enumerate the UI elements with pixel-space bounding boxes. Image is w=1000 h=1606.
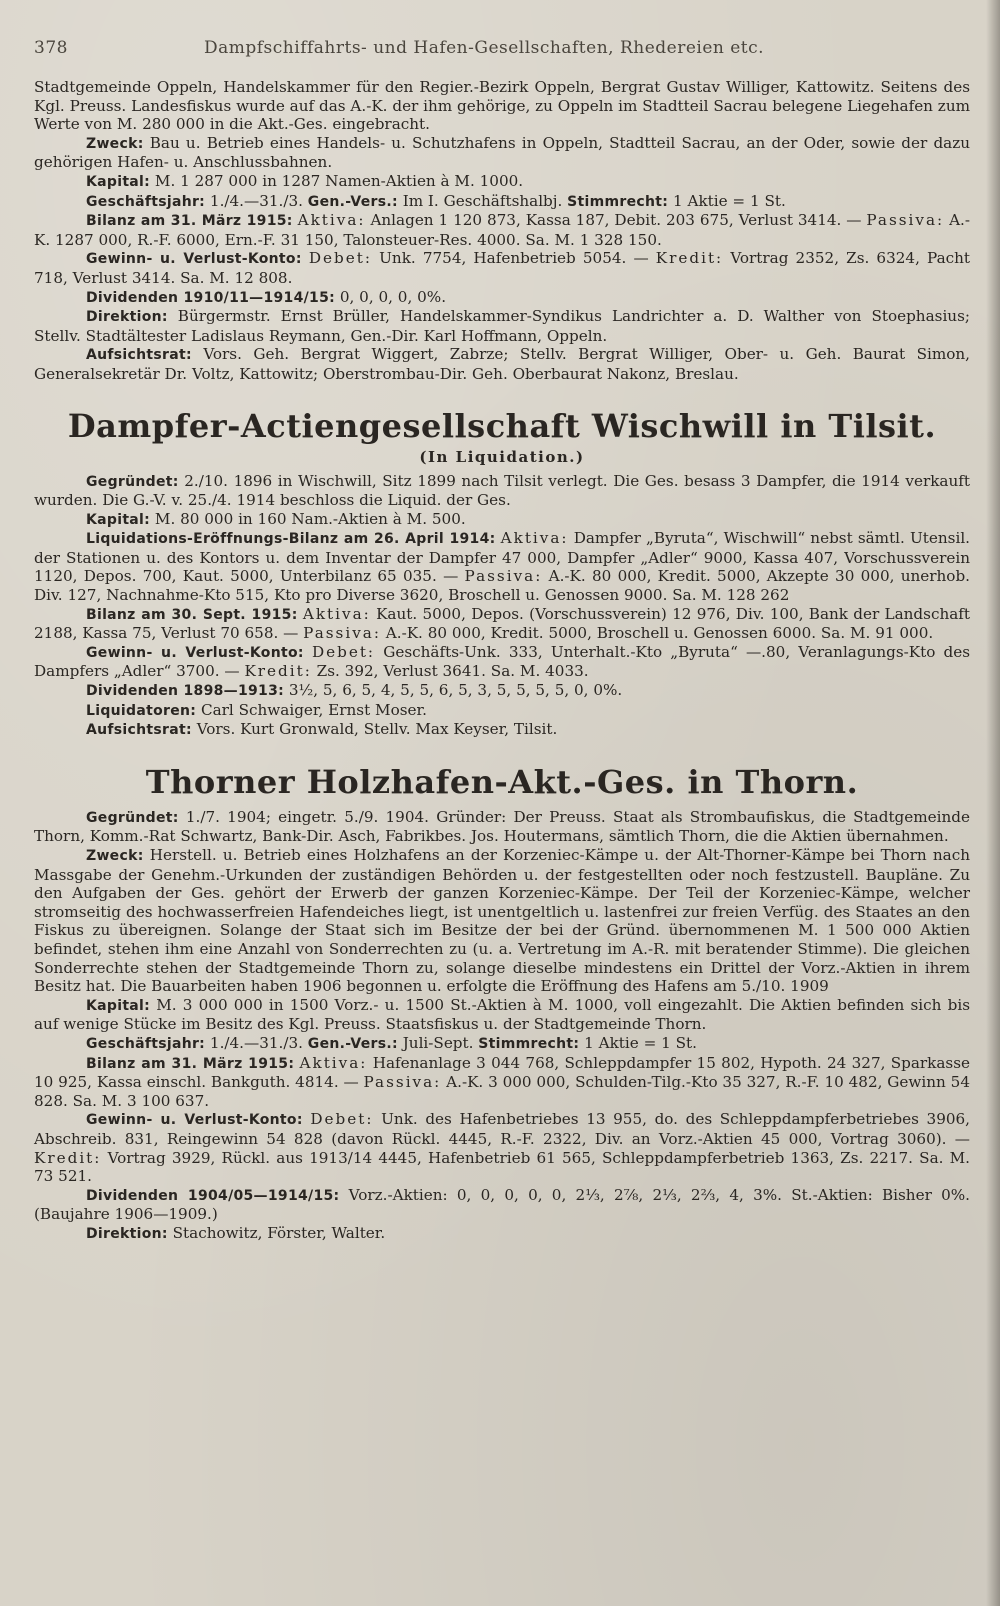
wischwill-bilanz: Bilanz am 30. Sept. 1915: Aktiva: Kaut. 5000, Depos. (Vorschussverein) 12 976, Div. 100, Bank der Landschaft 2188, Kassa 75, Verlust 70 658. — Passiva: A.-K. 80 000, Kredit. 5000, Broschell u. Genossen 6000. Sa. M. 91 000.	[34, 604, 971, 643]
company-subtitle-liquidation: (In Liquidation.)	[419, 447, 585, 466]
intro-direktion: Direktion: Bürgermstr. Ernst Brüller, Handelskammer-Syndikus Landrichter a. D. Walther von Stoephasius; Stellv. Stadtältester Ladislaus Reymann, Gen.-Dir. Karl Hoffmann, Oppeln.	[34, 307, 970, 345]
thorn-kapital: Kapital: M. 3 000 000 in 1500 Vorz.- u. 1500 St.-Aktien à M. 1000, voll eingezahlt. Die Aktien befinden sich bis auf wenige Stücke im Besitz des Kgl. Preuss. Staatsfiskus u. der Stadtgemeinde Thorn.	[34, 995, 970, 1034]
thorn-geschaeftsjahr: Geschäftsjahr: 1./4.—31./3. Gen.-Vers.: Juli-Sept. Stimmrecht: 1 Aktie = 1 St.	[86, 1033, 697, 1052]
thorn-bilanz: Bilanz am 31. März 1915: Aktiva: Hafenanlage 3 044 768, Schleppdampfer 15 802, Hypoth. 24 327, Sparkasse 10 925, Kassa einschl. Bankguth. 4814. — Passiva: A.-K. 3 000 000, Schulden-Tilg.-Kto 35 327, R.-F. 10 482, Gewinn 54 828. Sa. M. 3 100 637.	[34, 1053, 970, 1110]
wischwill-gewinn: Gewinn- u. Verlust-Konto: Debet: Geschäfts-Unk. 333, Unterhalt.-Kto „Byruta“ —.80, Veranlagungs-Kto des Dampfers „Adler“ 3700. — Kredit: Zs. 392, Verlust 3641. Sa. M. 4033.	[34, 642, 971, 681]
thorn-dividenden: Dividenden 1904/05—1914/15: Vorz.-Aktien: 0, 0, 0, 0, 0, 2⅓, 2⅞, 2⅓, 2⅔, 4, 3%. St.-Aktien: Bisher 0%. (Baujahre 1906—1909.)	[34, 1185, 970, 1224]
intro-zweck: Zweck: Bau u. Betrieb eines Handels- u. Schutzhafens in Oppeln, Stadtteil Sacrau, an der Oder, sowie der dazu gehörigen Hafen- u. Anschlussbahnen.	[34, 133, 971, 172]
page-number: 378	[34, 38, 68, 58]
thorn-gegruendet: Gegründet: 1./7. 1904; eingetr. 5./9. 1904. Gründer: Der Preuss. Staat als Strombaufiskus, die Stadtgemeinde Thorn, Komm.-Rat Schwartz, Bank-Dir. Asch, Fabrikbes. Jos. Houtermans, sämtlich Thorn, die die Aktien übernahmen.	[34, 807, 971, 846]
company-title-wischwill: Dampfer-Actiengesellschaft Wischwill in Tilsit.	[67, 406, 937, 445]
wischwill-aufsichtsrat: Aufsichtsrat: Vors. Kurt Gronwald, Stellv. Max Keyser, Tilsit.	[86, 720, 558, 739]
intro-bilanz: Bilanz am 31. März 1915: Aktiva: Anlagen 1 120 873, Kassa 187, Debit. 203 675, Verlust 3414. — Passiva: A.-K. 1287 000, R.-F. 6000, Ern.-F. 31 150, Talonsteuer-Res. 4000. Sa. M. 1 328 150.	[34, 211, 971, 249]
running-title: Dampfschiffahrts- und Hafen-Gesellschaften, Rhedereien etc.	[204, 38, 765, 58]
thorn-direktion: Direktion: Stachowitz, Förster, Walter.	[86, 1223, 386, 1242]
wischwill-gegruendet: Gegründet: 2./10. 1896 in Wischwill, Sitz 1899 nach Tilsit verlegt. Die Ges. besass 3 Dampfer, die 1914 verkauft wurden. Die G.-V. v. 25./4. 1914 beschloss die Liquid. der Ges.	[34, 471, 970, 510]
intro-geschaeftsjahr: Geschäftsjahr: 1./4.—31./3. Gen.-Vers.: Im I. Geschäftshalbj. Stimmrecht: 1 Aktie = 1 St.	[86, 191, 786, 210]
company-title-thorn: Thorner Holzhafen-Akt.-Ges. in Thorn.	[145, 762, 859, 801]
wischwill-liquidatoren: Liquidatoren: Carl Schwaiger, Ernst Moser.	[86, 700, 427, 719]
intro-kapital: Kapital: M. 1 287 000 in 1287 Namen-Aktien à M. 1000.	[86, 171, 524, 190]
page-header	[34, 38, 970, 78]
intro-gewinn: Gewinn- u. Verlust-Konto: Debet: Unk. 7754, Hafenbetrieb 5054. — Kredit: Vortrag 2352, Zs. 6324, Pacht 718, Verlust 3414. Sa. M. 12 808.	[34, 249, 971, 287]
intro-aufsichtsrat: Aufsichtsrat: Vors. Geh. Bergrat Wiggert, Zabrze; Stellv. Bergrat Williger, Ober- u. Geh. Baurat Simon, Generalsekretär Dr. Voltz, Kattowitz; Oberstrombau-Dir. Geh. Oberbaurat Nakonz, Breslau.	[34, 345, 971, 383]
wischwill-liquidation-bilanz: Liquidations-Eröffnungs-Bilanz am 26. April 1914: Aktiva: Dampfer „Byruta“, Wischwill“ nebst sämtl. Utensil. der Stationen u. des Kontors u. dem Inventar der Dampfer 47 000, Dampfer „Adler“ 9000, Kassa 407, Vorschussverein 1120, Depos. 700, Kaut. 5000, Unterbilanz 65 035. — Passiva: A.-K. 80 000, Kredit. 5000, Akzepte 30 000, unerhob. Div. 127, Nachnahme-Kto 515, Kto pro Diverse 3620, Broschell u. Genossen 9000. Sa. M. 128 262	[34, 529, 971, 605]
intro-dividenden: Dividenden 1910/11—1914/15: 0, 0, 0, 0, 0%.	[86, 287, 447, 306]
thorn-zweck: Zweck: Herstell. u. Betrieb eines Holzhafens an der Korzeniec-Kämpe u. der Alt-Thorner-Kämpe bei Thorn nach Massgabe der Genehm.-Urkunden der zuständigen Behörden u. der festgestellten oder noch festzustell. Baupläne. Zu den Aufgaben der Ges. gehört der Erwerb der ganzen Korzeniec-Kämpe. Der Teil der Korzeniec-Kämpe, welcher stromseitig des hochwasserfreien Hafendeiches liegt, ist unentgeltlich u. lastenfrei zur freien Verfüg. des Staates an den Fiskus zu übereignen. Solange der Staat sich im Besitze der bei der Gründ. übernommenen M. 1 500 000 Aktien befindet, stehen ihm eine Anzahl von Sonderrechten zu (u. a. Vertretung im A.-R. mit beratender Stimme). Die gleichen Sonderrechte stehen der Stadtgemeinde Thorn zu, solange dieselbe mindestens ein Drittel der Vorz.-Aktien in ihrem Besitz hat. Die Bauarbeiten haben 1906 begonnen u. erfolgte die Eröffnung des Hafens am 5./10. 1909	[34, 846, 970, 996]
intro-paragraph: Stadtgemeinde Oppeln, Handelskammer für den Regier.-Bezirk Oppeln, Bergrat Gustav Williger, Kattowitz. Seitens des Kgl. Preuss. Landesfiskus wurde auf das A.-K. der ihm gehörige, zu Oppeln im Stadtteil Sacrau belegene Liegehafen zum Werte von M. 280 000 in die Akt.-Ges. eingebracht.	[34, 78, 970, 134]
page-edge-shadow	[986, 0, 1000, 1606]
wischwill-kapital: Kapital: M. 80 000 in 160 Nam.-Aktien à M. 500.	[86, 509, 466, 528]
wischwill-dividenden: Dividenden 1898—1913: 3½, 5, 6, 5, 4, 5, 5, 6, 5, 3, 5, 5, 5, 5, 0, 0%.	[86, 681, 623, 700]
thorn-gewinn: Gewinn- u. Verlust-Konto: Debet: Unk. des Hafenbetriebes 13 955, do. des Schleppdampferbetriebes 3906, Abschreib. 831, Reingewinn 54 828 (davon Rückl. 4445, R.-F. 2322, Div. an Vorz.-Aktien 45 000, Vortrag 3060). — Kredit: Vortrag 3929, Rückl. aus 1913/14 4445, Hafenbetrieb 61 565, Schleppdampferbetrieb 1363, Zs. 2217. Sa. M. 73 521.	[34, 1110, 971, 1186]
